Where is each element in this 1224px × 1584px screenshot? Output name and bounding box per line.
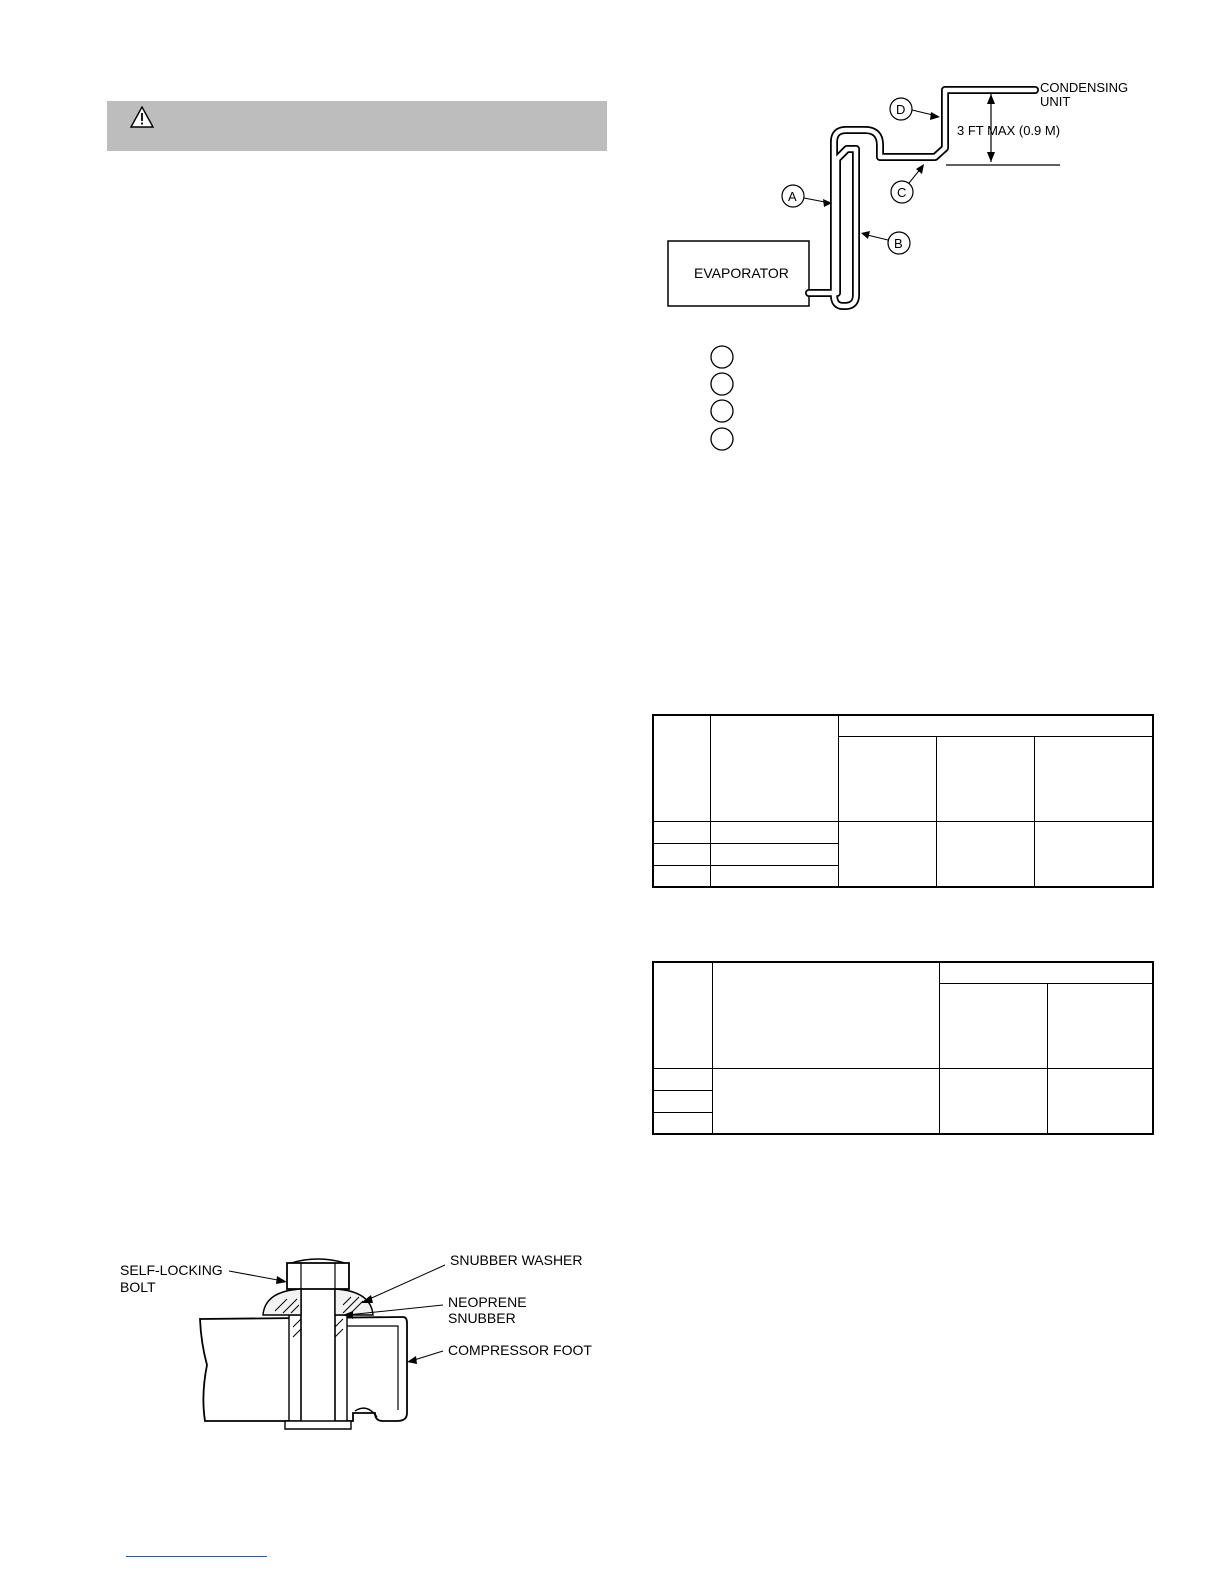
table-2-cell bbox=[653, 1090, 713, 1112]
table-1-cell bbox=[653, 843, 711, 865]
bolt-label-2: BOLT bbox=[120, 1279, 156, 1295]
callout-c bbox=[891, 164, 924, 203]
legend-marker bbox=[711, 400, 733, 422]
svg-text:A: A bbox=[788, 189, 797, 204]
washer-label: SNUBBER WASHER bbox=[450, 1252, 583, 1268]
table-1-header-cell bbox=[653, 715, 711, 821]
table-2 bbox=[652, 961, 1154, 1135]
table-1-cell bbox=[653, 821, 711, 843]
table-1-header-cell bbox=[711, 715, 839, 821]
table-2-header-cell bbox=[713, 962, 940, 1068]
table-1-cell bbox=[711, 821, 839, 843]
table-2-cell bbox=[653, 1068, 713, 1090]
table-1-header-cell bbox=[937, 736, 1035, 821]
suction-piping-diagram bbox=[660, 70, 1180, 460]
bolt-label: SELF-LOCKING bbox=[120, 1262, 223, 1278]
svg-text:B: B bbox=[894, 236, 903, 251]
table-1-cell bbox=[653, 865, 711, 887]
foot-label: COMPRESSOR FOOT bbox=[448, 1342, 592, 1358]
evaporator-label: EVAPORATOR bbox=[694, 265, 789, 281]
bolt-shank bbox=[301, 1285, 335, 1425]
legend-marker bbox=[711, 373, 733, 395]
legend-marker bbox=[711, 428, 733, 450]
table-2-cell bbox=[653, 1112, 713, 1134]
callout-b bbox=[861, 231, 910, 254]
compressor-snubber-diagram bbox=[105, 1245, 605, 1435]
condensing-unit-label: CONDENSING bbox=[1040, 80, 1129, 95]
table-2-header-cell bbox=[1048, 983, 1154, 1068]
svg-text:D: D bbox=[896, 102, 906, 117]
neoprene-label: NEOPRENE bbox=[448, 1294, 527, 1310]
table-1-header-cell bbox=[839, 736, 937, 821]
table-2-cell bbox=[713, 1068, 940, 1134]
svg-text:C: C bbox=[897, 185, 907, 200]
warning-triangle-icon bbox=[130, 106, 154, 128]
max-rise-label: 3 FT MAX (0.9 M) bbox=[957, 123, 1061, 138]
table-1-cell bbox=[711, 865, 839, 887]
table-1-header-cell bbox=[839, 715, 1154, 736]
bolt-head bbox=[287, 1263, 349, 1289]
warning-banner bbox=[107, 101, 607, 151]
table-1 bbox=[652, 714, 1154, 888]
table-1-header-cell bbox=[1035, 736, 1154, 821]
table-1-cell bbox=[937, 821, 1035, 887]
callout-d bbox=[890, 98, 940, 120]
table-1-cell bbox=[839, 821, 937, 887]
table-1-cell bbox=[711, 843, 839, 865]
table-2-cell bbox=[1048, 1068, 1154, 1134]
table-2-header-cell bbox=[940, 962, 1154, 983]
table-2-header-cell bbox=[653, 962, 713, 1068]
legend-marker bbox=[711, 346, 733, 368]
footer-link-underline[interactable] bbox=[126, 1556, 267, 1557]
table-1-cell bbox=[1035, 821, 1154, 887]
callout-a bbox=[782, 185, 832, 207]
table-2-header-cell bbox=[940, 983, 1048, 1068]
neoprene-label-2: SNUBBER bbox=[448, 1310, 516, 1326]
snubber-washer bbox=[263, 1289, 301, 1315]
table-2-cell bbox=[940, 1068, 1048, 1134]
condensing-unit-label-2: UNIT bbox=[1040, 94, 1071, 109]
legend-markers bbox=[706, 343, 738, 455]
